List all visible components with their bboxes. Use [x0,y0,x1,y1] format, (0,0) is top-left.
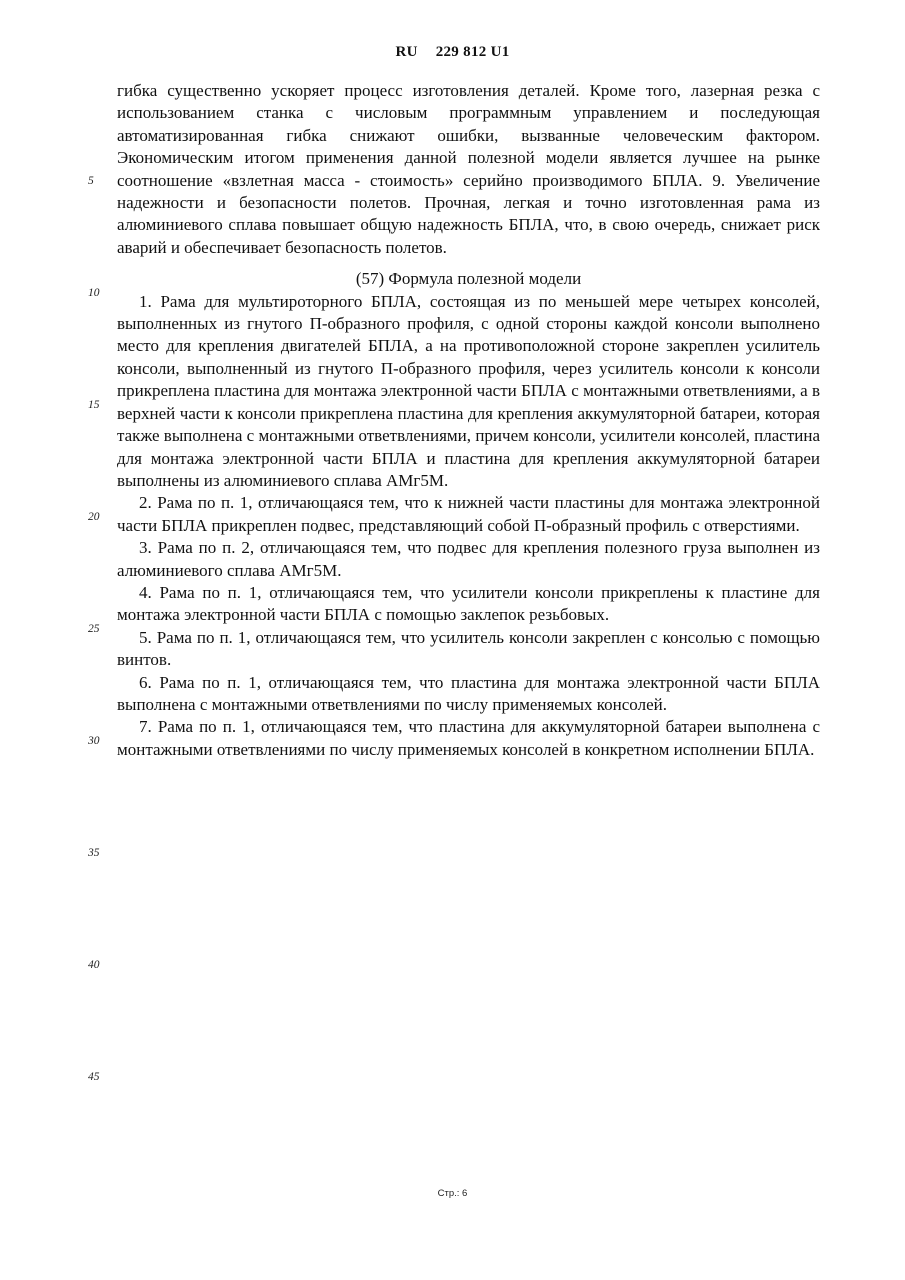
document-kind: U1 [490,44,510,60]
line-number: 25 [88,623,100,635]
page-number: Стр.: 6 [437,1188,468,1199]
claim-2: 2. Рама по п. 1, отличающаяся тем, что к нижней части пластины для монтажа электронной части БПЛА прикреплен подвес, представляющий собой П-образный профиль с отверстиями. [117,493,820,535]
section-title: (57) Формула полезной модели [355,269,582,289]
document-header [0,44,905,61]
description-paragraph: гибка существенно ускоряет процесс изготовления деталей. Кроме того, лазерная резка с использованием станка с числовым программным управлением и последующая автоматизированная гибка снижают ошибки, вызванные человеческим фактором. Экономическим итогом применения данной полезной модели является лучшее на рынке соотношение «взлетная масса - стоимость» серийно производимого БПЛА. 9. Увеличение надежности и безопасности полетов. Прочная, легкая и точно изготовленная рама из алюминиевого сплава повышает общую надежность БПЛА, что, в свою очередь, снижает риск аварий и обеспечивает безопасность полетов. [117,81,820,257]
line-number-margin [0,0,110,1280]
line-number: 10 [88,287,100,299]
claim-7: 7. Рама по п. 1, отличающаяся тем, что пластина для аккумуляторной батареи выполнена с монтажными ответвлениями по числу применяемых консолей в конкретном исполнении БПЛА. [117,717,820,759]
page-content [117,80,820,761]
claim-4: 4. Рама по п. 1, отличающаяся тем, что усилители консоли прикреплены к пластине для монтажа электронной части БПЛА с помощью заклепок резьбовых. [117,582,820,625]
patent-number: 229 812 [435,44,487,60]
line-number: 35 [88,847,100,859]
line-number: 20 [88,511,100,523]
line-number: 30 [88,735,100,747]
line-number: 45 [88,1071,100,1083]
line-number: 40 [88,959,100,971]
line-number: 15 [88,399,100,411]
claim-3: 3. Рама по п. 2, отличающаяся тем, что подвес для крепления полезного груза выполнен из алюминиевого сплава АМг5М. [117,538,820,580]
line-number: 5 [88,175,94,187]
claim-1: 1. Рама для мультироторного БПЛА, состоящая из по меньшей мере четырех консолей, выполненных из гнутого П-образного профиля, с одной стороны каждой консоли выполнено место для крепления двигателей БПЛА, а на противоположной стороне закреплен усилитель консоли, выполненный из гнутого П-образного профиля, через усилитель консоли к консоли прикреплена пластина для монтажа электронной части БПЛА с монтажными ответвлениями, а в верхней части к консоли прикреплена пластина для крепления аккумуляторной батареи, которая также выполнена с монтажными ответвлениями, причем консоли, усилители консолей, пластина для монтажа электронной части БПЛА и пластина для крепления аккумуляторной батареи выполнены из алюминиевого сплава АМг5М. [117,291,820,490]
claim-5: 5. Рама по п. 1, отличающаяся тем, что усилитель консоли закреплен с консолью с помощью винтов. [117,627,820,670]
country-code: RU [395,44,418,60]
claim-6: 6. Рама по п. 1, отличающаяся тем, что пластина для монтажа электронной части БПЛА выполнена с монтажными ответвлениями по числу применяемых консолей. [117,672,820,714]
